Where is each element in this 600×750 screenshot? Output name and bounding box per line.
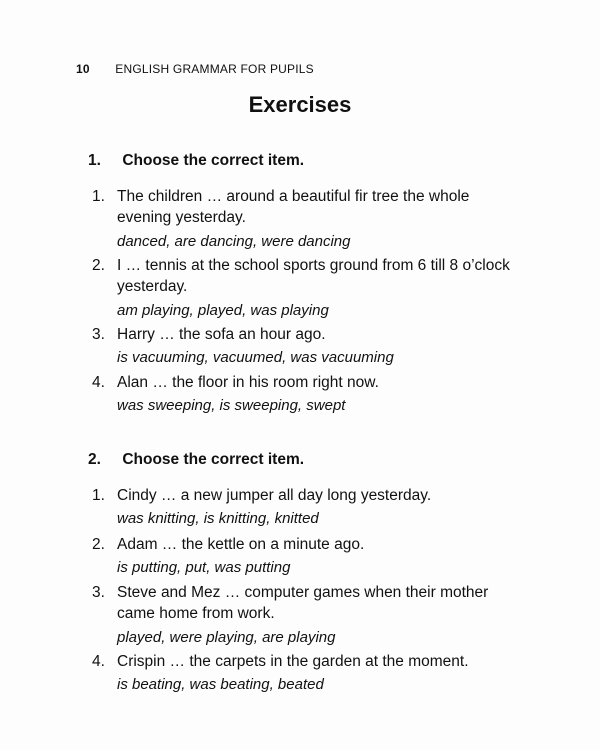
book-title: ENGLISH GRAMMAR FOR PUPILS (115, 62, 314, 76)
item-sentence: Steve and Mez … computer games when their mother came home from work. (117, 584, 489, 622)
item-options: danced, are dancing, were dancing (117, 233, 351, 250)
running-header (76, 62, 314, 76)
item-options: was sweeping, is sweeping, swept (117, 397, 346, 414)
item-number: 2. (92, 536, 105, 553)
item-sentence: The children … around a beautiful fir tree the whole evening yesterday. (117, 188, 470, 226)
item-number: 1. (92, 487, 105, 504)
item-number: 3. (92, 584, 105, 601)
item-sentence: I … tennis at the school sports ground from 6 till 8 o’clock yesterday. (117, 257, 510, 295)
item-options: is beating, was beating, beated (117, 676, 324, 693)
item-options: played, were playing, are playing (117, 629, 336, 646)
item-sentence: Crispin … the carpets in the garden at the moment. (117, 653, 469, 670)
exercise-number: 1. (88, 152, 101, 169)
item-options: am playing, played, was playing (117, 302, 329, 319)
item-number: 1. (92, 188, 105, 205)
item-options: is putting, put, was putting (117, 559, 291, 576)
item-sentence: Cindy … a new jumper all day long yesterday. (117, 487, 432, 504)
item-number: 3. (92, 326, 105, 343)
item-options: is vacuuming, vacuumed, was vacuuming (117, 349, 394, 366)
exercise-instruction: Choose the correct item. (122, 451, 305, 468)
exercise-instruction: Choose the correct item. (122, 152, 305, 169)
exercise-heading (88, 451, 304, 469)
exercise-heading (88, 152, 304, 170)
page-number: 10 (76, 62, 90, 76)
item-options: was knitting, is knitting, knitted (117, 510, 319, 527)
item-number: 4. (92, 653, 105, 670)
exercise-number: 2. (88, 451, 101, 468)
item-sentence: Adam … the kettle on a minute ago. (117, 536, 365, 553)
item-number: 4. (92, 374, 105, 391)
item-number: 2. (92, 257, 105, 274)
page-title: Exercises (248, 92, 352, 117)
item-sentence: Alan … the floor in his room right now. (117, 374, 379, 391)
item-sentence: Harry … the sofa an hour ago. (117, 326, 326, 343)
